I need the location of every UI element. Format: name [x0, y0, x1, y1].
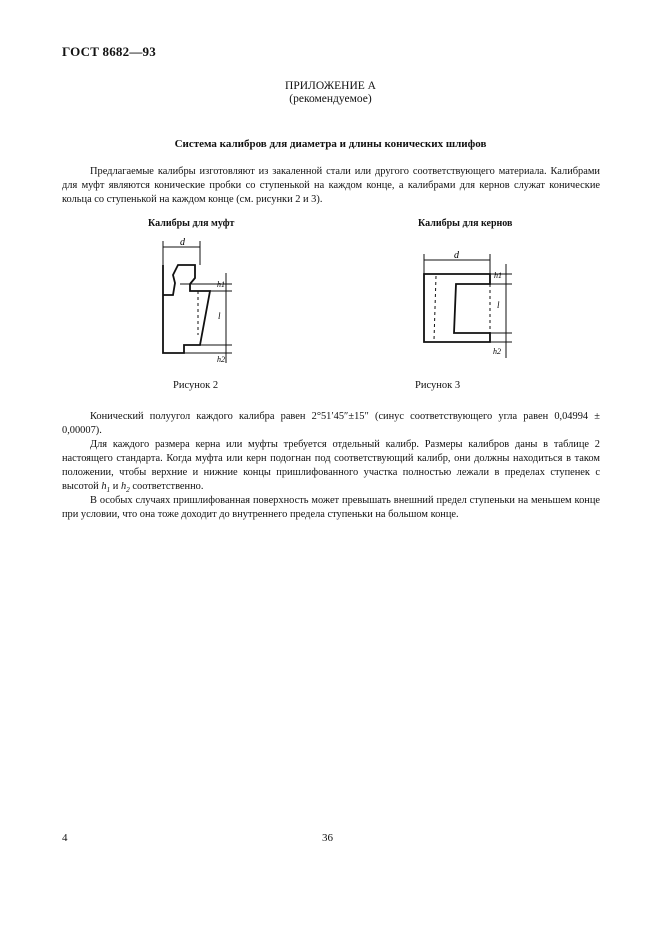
figure-3-drawing: [410, 240, 525, 365]
paragraph-special-cases: В особых случаях пришлифованная поверхность может превышать внешний предел ступеньки на меньшем конце при условии, что она тоже доходит до внутреннего предела ступеньки на большом конце.: [62, 495, 600, 520]
figure-2-caption: Рисунок 2: [173, 380, 219, 391]
section-title: Система калибров для диаметра и длины конических шлифов: [174, 138, 487, 150]
figure-2-drawing: [140, 235, 255, 370]
figure-3-caption: Рисунок 3: [415, 380, 461, 391]
appendix-title: ПРИЛОЖЕНИЕ А: [285, 80, 376, 92]
and-word: и: [112, 481, 119, 492]
fig2-label-d: d: [180, 237, 185, 248]
paragraph-gauge-sizes-end: соответственно.: [132, 481, 204, 492]
appendix-heading: [0, 80, 661, 106]
fig3-taper-dashed-left: [434, 276, 436, 340]
fig3-label-h1: h1: [494, 271, 502, 280]
figure-3-title: Калибры для кернов: [418, 218, 513, 229]
page-number: 36: [322, 832, 333, 844]
fig2-label-h1: h1: [217, 280, 225, 289]
figure-2-title: Калибры для муфт: [148, 218, 235, 229]
fig2-label-l: l: [218, 311, 221, 321]
fig2-label-h2: h2: [217, 355, 225, 364]
paragraph-gauge-sizes: [62, 438, 600, 497]
appendix-subtitle: (рекомендуемое): [289, 93, 372, 105]
fig2-plug-outline: [163, 265, 210, 353]
standard-header: ГОСТ 8682—93: [62, 44, 156, 59]
h2-symbol: $h_2$: [120, 481, 130, 495]
intro-paragraph: Предлагаемые калибры изготовляют из закаленной стали или другого соответствующего материала. Калибрами для муфт являются конические пробки со ступенькой на каждом конце, а калибрами для кернов служат конические кольца со ступенькой на каждом конце (см. рисунки 2 и 3).: [62, 166, 600, 205]
h1-symbol: $h_1$: [101, 481, 111, 495]
fig3-label-d: d: [454, 250, 459, 261]
fig3-label-l: l: [497, 300, 500, 310]
paragraph-cone-angle: Конический полуугол каждого калибра равен 2°51′45″±15″ (синус соответствующего угла равен 0,04994 ± 0,00007).: [62, 411, 600, 436]
fig3-label-h2: h2: [493, 347, 501, 356]
footer-left-number: 4: [62, 832, 68, 844]
paragraph-gauge-sizes-text: Для каждого размера керна или муфты требуется отдельный калибр. Размеры калибров даны в таблице 2 настоящего стандарта. Когда муфта или керн подогнан под соответствующий калибр, они должны находиться в таком положении, чтобы верхние и нижние концы пришлифованного участка полностью лежали в пределах ступенек с высотой: [62, 439, 600, 492]
